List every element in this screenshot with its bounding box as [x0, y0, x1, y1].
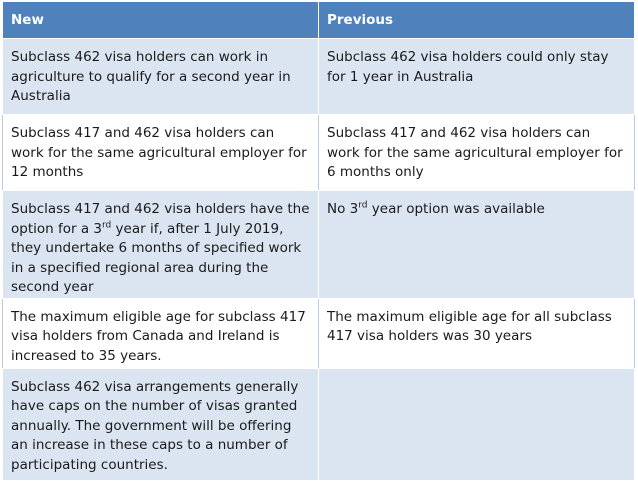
ordinal-suffix: rd [358, 200, 368, 211]
column-header-new: New [3, 2, 319, 39]
table-row [3, 39, 635, 115]
table-header-row [3, 2, 635, 39]
comparison-table-container [2, 2, 634, 481]
cell-text-post: year option was available [367, 201, 545, 217]
cell-new: Subclass 462 visa holders can work in agriculture to qualify for a second year in Australia [3, 39, 319, 115]
cell-previous: Subclass 462 visa holders could only stay for 1 year in Australia [319, 39, 635, 115]
cell-previous: Subclass 417 and 462 visa holders can work for the same agricultural employer for 6 months only [319, 115, 635, 191]
cell-previous [319, 191, 635, 299]
cell-text-pre: Subclass 417 and 462 visa holders have the option for a 3 [11, 201, 310, 237]
cell-new: Subclass 462 visa arrangements generally have caps on the number of visas granted annually. The government will be offering an increase in these caps to a number of participating countries. [3, 368, 319, 480]
cell-previous [319, 368, 635, 480]
ordinal-suffix: rd [102, 220, 112, 230]
column-header-previous: Previous [319, 2, 635, 39]
cell-new: Subclass 417 and 462 visa holders can work for the same agricultural employer for 12 months [3, 115, 319, 191]
cell-text-post: year if, after 1 July 2019, they undertake 6 months of specified work in a specified regional area during the second year [11, 220, 302, 295]
table-row [3, 298, 635, 368]
table-row [3, 115, 635, 191]
table-row [3, 368, 635, 480]
cell-new [3, 191, 319, 299]
cell-previous: The maximum eligible age for all subclass 417 visa holders was 30 years [319, 298, 635, 368]
visa-comparison-table [2, 2, 635, 481]
table-row [3, 191, 635, 299]
cell-new: The maximum eligible age for subclass 417 visa holders from Canada and Ireland is increased to 35 years. [3, 298, 319, 368]
cell-text-pre: No 3 [327, 201, 359, 217]
